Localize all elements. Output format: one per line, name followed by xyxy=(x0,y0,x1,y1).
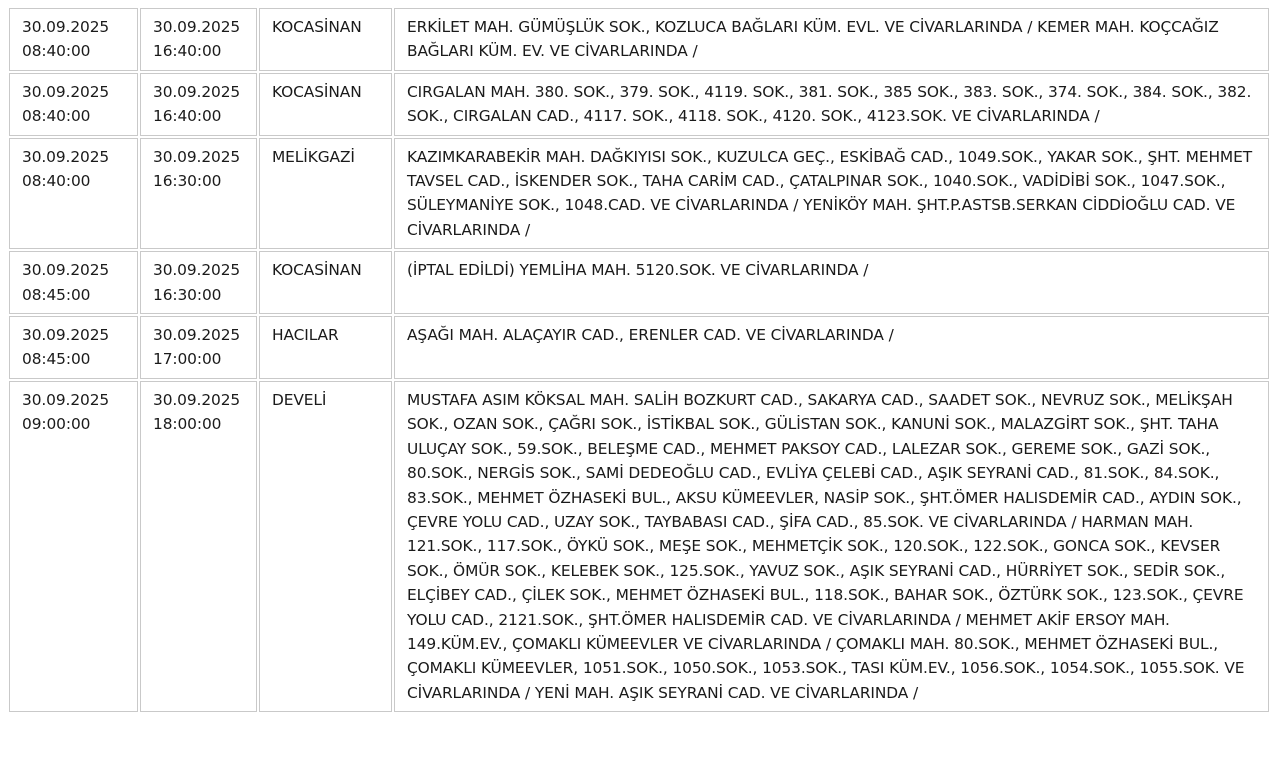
end-datetime-cell xyxy=(140,316,257,379)
streets-cell xyxy=(394,138,1269,250)
district-name: MELİKGAZİ xyxy=(272,147,355,166)
district-name: HACILAR xyxy=(272,326,339,345)
district-cell xyxy=(259,251,392,314)
end-time: 17:00:00 xyxy=(153,350,222,369)
streets-cell xyxy=(394,381,1269,712)
table-row xyxy=(9,8,1269,71)
start-date: 30.09.2025 xyxy=(22,18,110,36)
start-datetime-cell xyxy=(9,381,138,712)
table-row xyxy=(9,381,1269,712)
outage-table-container xyxy=(7,6,1271,714)
end-date: 30.09.2025 xyxy=(153,18,241,36)
outage-table-body xyxy=(9,8,1269,712)
start-datetime-cell xyxy=(9,138,138,250)
end-datetime-cell xyxy=(140,73,257,136)
affected-streets: AŞAĞI MAH. ALAÇAYIR CAD., ERENLER CAD. VE CİVARLARINDA / xyxy=(407,326,894,345)
district-cell xyxy=(259,73,392,136)
district-name: KOCASİNAN xyxy=(272,82,362,101)
district-cell xyxy=(259,8,392,71)
end-datetime-cell xyxy=(140,381,257,712)
end-date: 30.09.2025 xyxy=(153,147,241,166)
streets-cell xyxy=(394,251,1269,314)
start-datetime-cell xyxy=(9,73,138,136)
affected-streets: (İPTAL EDİLDİ) YEMLİHA MAH. 5120.SOK. VE CİVARLARINDA / xyxy=(407,261,869,280)
table-row xyxy=(9,251,1269,314)
start-time: 08:45:00 xyxy=(22,350,91,369)
start-time: 08:45:00 xyxy=(22,285,91,304)
district-cell xyxy=(259,138,392,250)
streets-cell xyxy=(394,8,1269,71)
start-datetime-cell xyxy=(9,251,138,314)
end-date: 30.09.2025 xyxy=(153,261,241,280)
start-time: 08:40:00 xyxy=(22,107,91,126)
affected-streets: ERKİLET MAH. GÜMÜŞLÜK SOK., KOZLUCA BAĞLARI KÜM. EVL. VE CİVARLARINDA / KEMER MAH. KOÇCAĞIZ BAĞLARI KÜM. EV. VE CİVARLARINDA / xyxy=(407,18,1219,61)
district-name: KOCASİNAN xyxy=(272,18,362,36)
end-datetime-cell xyxy=(140,138,257,250)
affected-streets: KAZIMKARABEKİR MAH. DAĞKIYISI SOK., KUZULCA GEÇ., ESKİBAĞ CAD., 1049.SOK., YAKAR SOK., ŞHT. MEHMET TAVSEL CAD., İSKENDER SOK., TAHA CARİM CAD., ÇATALPINAR SOK., 1040.SOK., VADİDİBİ SOK., 1047.SOK., SÜLEYMANİYE SOK., 1048.CAD. VE CİVARLARINDA / YENİKÖY MAH. ŞHT.P.ASTSB.SERKAN CİDDİOĞLU CAD. VE CİVARLARINDA / xyxy=(407,147,1253,239)
table-row xyxy=(9,73,1269,136)
start-datetime-cell xyxy=(9,316,138,379)
table-row xyxy=(9,316,1269,379)
end-datetime-cell xyxy=(140,251,257,314)
end-time: 18:00:00 xyxy=(153,415,222,434)
end-time: 16:40:00 xyxy=(153,107,222,126)
start-date: 30.09.2025 xyxy=(22,147,110,166)
affected-streets: CIRGALAN MAH. 380. SOK., 379. SOK., 4119. SOK., 381. SOK., 385 SOK., 383. SOK., 374. SOK., 384. SOK., 382. SOK., CIRGALAN CAD., 4117. SOK., 4118. SOK., 4120. SOK., 4123.SOK. VE CİVARLARINDA / xyxy=(407,82,1252,126)
end-date: 30.09.2025 xyxy=(153,82,241,101)
start-date: 30.09.2025 xyxy=(22,82,110,101)
district-name: KOCASİNAN xyxy=(272,261,362,280)
start-date: 30.09.2025 xyxy=(22,261,110,280)
start-time: 08:40:00 xyxy=(22,42,91,61)
end-date: 30.09.2025 xyxy=(153,326,241,345)
start-date: 30.09.2025 xyxy=(22,326,110,345)
district-name: DEVELİ xyxy=(272,390,327,409)
end-date: 30.09.2025 xyxy=(153,390,241,409)
end-time: 16:40:00 xyxy=(153,42,222,61)
table-row xyxy=(9,138,1269,250)
power-outage-table xyxy=(7,6,1271,714)
district-cell xyxy=(259,381,392,712)
district-cell xyxy=(259,316,392,379)
end-time: 16:30:00 xyxy=(153,285,222,304)
start-time: 09:00:00 xyxy=(22,415,91,434)
start-time: 08:40:00 xyxy=(22,172,91,191)
start-datetime-cell xyxy=(9,8,138,71)
streets-cell xyxy=(394,73,1269,136)
start-date: 30.09.2025 xyxy=(22,390,110,409)
end-time: 16:30:00 xyxy=(153,172,222,191)
streets-cell xyxy=(394,316,1269,379)
affected-streets: MUSTAFA ASIM KÖKSAL MAH. SALİH BOZKURT CAD., SAKARYA CAD., SAADET SOK., NEVRUZ SOK., MELİKŞAH SOK., OZAN SOK., ÇAĞRI SOK., İSTİKBAL SOK., GÜLİSTAN SOK., KANUNİ SOK., MALAZGİRT SOK., ŞHT. TAHA ULUÇAY SOK., 59.SOK., BELEŞME CAD., MEHMET PAKSOY CAD., LALEZAR SOK., GEREME SOK., GAZİ SOK., 80.SOK., NERGİS SOK., SAMİ DEDEOĞLU CAD., EVLİYA ÇELEBİ CAD., AŞIK SEYRANİ CAD., 81.SOK., 84.SOK., 83.SOK., MEHMET ÖZHASEKİ BUL., AKSU KÜMEEVLER, NASİP SOK., ŞHT.ÖMER HALISDEMİR CAD., AYDIN SOK., ÇEVRE YOLU CAD., UZAY SOK., TAYBABASI CAD., ŞİFA CAD., 85.SOK. VE CİVARLARINDA / HARMAN MAH. 121.SOK., 117.SOK., ÖYKÜ SOK., MEŞE SOK., MEHMETÇİK SOK., 120.SOK., 122.SOK., GONCA SOK., KEVSER SOK., ÖMÜR SOK., KELEBEK SOK., 125.SOK., YAVUZ SOK., AŞIK SEYRANİ CAD., HÜRRİYET SOK., SEDİR SOK., ELÇİBEY CAD., ÇİLEK SOK., MEHMET ÖZHASEKİ BUL., 118.SOK., BAHAR SOK., ÖZTÜRK SOK., 123.SOK., ÇEVRE YOLU CAD., 2121.SOK., ŞHT.ÖMER HALISDEMİR CAD. VE CİVARLARINDA / MEHMET AKİF ERSOY MAH. 149.KÜM.EV., ÇOMAKLI KÜMEEVLER VE CİVARLARINDA / ÇOMAKLI MAH. 80.SOK., MEHMET ÖZHASEKİ BUL., ÇOMAKLI KÜMEEVLER, 1051.SOK., 1050.SOK., 1053.SOK., TASI KÜM.EV., 1056.SOK., 1054.SOK., 1055.SOK. VE CİVARLARINDA / YENİ MAH. AŞIK SEYRANİ CAD. VE CİVARLARINDA / xyxy=(407,390,1245,702)
end-datetime-cell xyxy=(140,8,257,71)
